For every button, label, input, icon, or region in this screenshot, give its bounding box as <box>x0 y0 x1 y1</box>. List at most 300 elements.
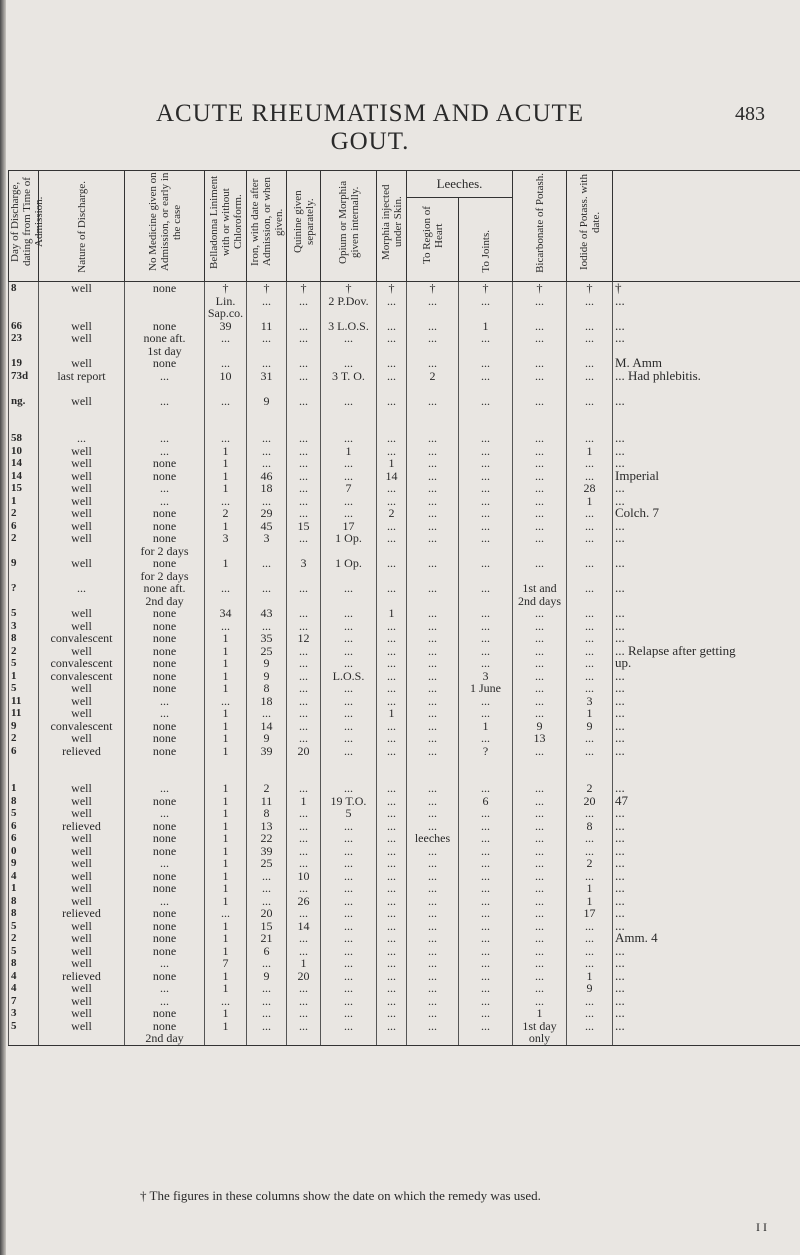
cell-iodide: ... <box>567 295 613 308</box>
cell-opium: ... <box>321 607 377 620</box>
table-row <box>9 1007 800 1020</box>
cell-iron: 8 <box>247 682 287 695</box>
cell-bicarbonate: ... <box>513 920 567 933</box>
cell-remarks: ... <box>613 620 800 633</box>
cell-opium: ... <box>321 857 377 870</box>
cell-heart: ... <box>407 495 459 508</box>
cell-medicine: none <box>125 645 205 658</box>
cell-medicine: ... <box>125 995 205 1008</box>
cell-morphia: ... <box>377 920 407 933</box>
cell-day: 3 <box>9 620 39 633</box>
column-header-leeches: Leeches. <box>407 171 513 198</box>
cell-bicarbonate: ... <box>513 982 567 995</box>
cell-morphia: ... <box>377 332 407 345</box>
cell-joints: ? <box>459 745 513 758</box>
cell-nature <box>39 295 125 308</box>
cell-belladonna: 1 <box>205 457 247 470</box>
cell-medicine: ... <box>125 807 205 820</box>
cell-iodide: 1 <box>567 882 613 895</box>
cell-nature: well <box>39 857 125 870</box>
cell-quinine <box>287 407 321 420</box>
cell-opium: ... <box>321 920 377 933</box>
cell-iodide: 2 <box>567 782 613 795</box>
cell-joints <box>459 1032 513 1045</box>
cell-opium: ... <box>321 945 377 958</box>
cell-bicarbonate: 1st day <box>513 1020 567 1033</box>
cell-joints: ... <box>459 820 513 833</box>
cell-quinine: ... <box>287 332 321 345</box>
cell-iron: 6 <box>247 945 287 958</box>
cell-opium <box>321 382 377 395</box>
cell-opium: ... <box>321 995 377 1008</box>
cell-quinine: ... <box>287 782 321 795</box>
table-row <box>9 620 800 633</box>
cell-medicine: none <box>125 870 205 883</box>
cell-opium: ... <box>321 1007 377 1020</box>
cell-day: 2 <box>9 532 39 545</box>
cell-medicine: none <box>125 932 205 945</box>
cell-iodide: 3 <box>567 695 613 708</box>
cell-heart: ... <box>407 482 459 495</box>
cell-morphia: ... <box>377 532 407 545</box>
cell-remarks: ... <box>613 995 800 1008</box>
cell-bicarbonate: ... <box>513 870 567 883</box>
cell-heart <box>407 757 459 770</box>
cell-medicine: none <box>125 520 205 533</box>
cell-bicarbonate: 9 <box>513 720 567 733</box>
cell-medicine: ... <box>125 695 205 708</box>
cell-bicarbonate: ... <box>513 745 567 758</box>
cell-morphia: ... <box>377 357 407 370</box>
cell-opium: ... <box>321 645 377 658</box>
cell-iodide: 1 <box>567 707 613 720</box>
cell-joints: ... <box>459 957 513 970</box>
cell-bicarbonate: ... <box>513 682 567 695</box>
cell-morphia: ... <box>377 795 407 808</box>
cell-iron: ... <box>247 445 287 458</box>
cell-quinine: ... <box>287 1020 321 1033</box>
cell-nature: well <box>39 995 125 1008</box>
cell-iodide: ... <box>567 620 613 633</box>
cell-day: 5 <box>9 657 39 670</box>
cell-belladonna: Lin. <box>205 295 247 308</box>
cell-remarks: ... <box>613 582 800 595</box>
cell-morphia: ... <box>377 645 407 658</box>
cell-belladonna: ... <box>205 495 247 508</box>
cell-quinine: ... <box>287 495 321 508</box>
cell-belladonna: 1 <box>205 882 247 895</box>
cell-medicine: none <box>125 320 205 333</box>
cell-nature: well <box>39 1007 125 1020</box>
cell-remarks: ... <box>613 832 800 845</box>
cell-opium: 7 <box>321 482 377 495</box>
cell-remarks <box>613 757 800 770</box>
cell-bicarbonate: † <box>513 282 567 295</box>
cell-opium: ... <box>321 507 377 520</box>
cell-day: 1 <box>9 882 39 895</box>
cell-iron: 9 <box>247 395 287 408</box>
cell-day: 10 <box>9 445 39 458</box>
cell-iodide: ... <box>567 995 613 1008</box>
cell-heart: ... <box>407 982 459 995</box>
cell-joints: ... <box>459 395 513 408</box>
table-row <box>9 1020 800 1033</box>
cell-iron: 14 <box>247 720 287 733</box>
cell-iron: 22 <box>247 832 287 845</box>
cell-morphia: ... <box>377 782 407 795</box>
cell-iodide: ... <box>567 457 613 470</box>
table-row <box>9 557 800 570</box>
cell-belladonna: 1 <box>205 970 247 983</box>
cell-day: 11 <box>9 695 39 708</box>
cell-quinine: ... <box>287 857 321 870</box>
cell-nature: well <box>39 470 125 483</box>
cell-iodide: ... <box>567 520 613 533</box>
cell-iodide: ... <box>567 320 613 333</box>
cell-belladonna: 1 <box>205 520 247 533</box>
cell-belladonna: ... <box>205 995 247 1008</box>
cell-iodide <box>567 407 613 420</box>
cell-iodide: 1 <box>567 495 613 508</box>
cell-morphia: ... <box>377 807 407 820</box>
cell-opium: ... <box>321 870 377 883</box>
cell-opium: ... <box>321 470 377 483</box>
cell-remarks: ... <box>613 482 800 495</box>
cell-bicarbonate: ... <box>513 945 567 958</box>
cell-medicine: none <box>125 620 205 633</box>
cell-medicine: ... <box>125 370 205 383</box>
table-row <box>9 657 800 670</box>
cell-iron: 9 <box>247 970 287 983</box>
cell-remarks: Amm. 4 <box>613 932 800 945</box>
cell-joints: ... <box>459 645 513 658</box>
table-row <box>9 332 800 345</box>
cell-medicine: none <box>125 532 205 545</box>
cell-iron: ... <box>247 707 287 720</box>
cell-day: 2 <box>9 932 39 945</box>
cell-bicarbonate: ... <box>513 445 567 458</box>
cell-medicine: 1st day <box>125 345 205 358</box>
cell-heart: ... <box>407 932 459 945</box>
cell-nature: well <box>39 795 125 808</box>
cell-joints: ... <box>459 782 513 795</box>
cell-iodide: ... <box>567 357 613 370</box>
cell-day: 8 <box>9 795 39 808</box>
cell-iron: ... <box>247 982 287 995</box>
cell-heart: ... <box>407 432 459 445</box>
cell-bicarbonate: ... <box>513 845 567 858</box>
cell-nature <box>39 382 125 395</box>
cell-day: 9 <box>9 720 39 733</box>
cell-remarks <box>613 545 800 558</box>
cell-quinine <box>287 1032 321 1045</box>
cell-nature: convalescent <box>39 657 125 670</box>
cell-iodide: ... <box>567 832 613 845</box>
cell-medicine: none <box>125 457 205 470</box>
table-row <box>9 832 800 845</box>
cell-nature: relieved <box>39 820 125 833</box>
cell-remarks: ... <box>613 495 800 508</box>
cell-quinine: 12 <box>287 632 321 645</box>
cell-heart: ... <box>407 820 459 833</box>
cell-heart: ... <box>407 670 459 683</box>
cell-quinine: ... <box>287 907 321 920</box>
cell-iodide: ... <box>567 370 613 383</box>
cell-joints: ... <box>459 332 513 345</box>
cell-nature: relieved <box>39 745 125 758</box>
cell-bicarbonate: ... <box>513 332 567 345</box>
cell-day: 14 <box>9 470 39 483</box>
cell-joints <box>459 382 513 395</box>
cell-belladonna: 39 <box>205 320 247 333</box>
table-row <box>9 995 800 1008</box>
cell-morphia: ... <box>377 882 407 895</box>
cell-morphia: ... <box>377 732 407 745</box>
cell-quinine: ... <box>287 482 321 495</box>
cell-belladonna: 1 <box>205 1020 247 1033</box>
cell-remarks: ... <box>613 895 800 908</box>
cell-heart: ... <box>407 657 459 670</box>
table-row <box>9 782 800 795</box>
cell-belladonna: ... <box>205 332 247 345</box>
cell-remarks: ... <box>613 907 800 920</box>
cell-heart: ... <box>407 845 459 858</box>
cell-morphia: ... <box>377 995 407 1008</box>
cell-opium: ... <box>321 620 377 633</box>
cell-heart: ... <box>407 632 459 645</box>
column-header-iron: Iron, with date after Admission, or when given. <box>247 171 287 282</box>
cell-heart: ... <box>407 395 459 408</box>
cell-remarks <box>613 420 800 433</box>
cell-heart: ... <box>407 707 459 720</box>
cell-heart: ... <box>407 995 459 1008</box>
cell-morphia: ... <box>377 395 407 408</box>
cell-heart: ... <box>407 582 459 595</box>
cell-iron: ... <box>247 357 287 370</box>
cell-joints: ... <box>459 920 513 933</box>
cell-belladonna: ... <box>205 907 247 920</box>
cell-remarks: ... <box>613 920 800 933</box>
cell-day <box>9 295 39 308</box>
cell-iron <box>247 407 287 420</box>
cell-opium: ... <box>321 970 377 983</box>
cell-medicine: ... <box>125 895 205 908</box>
cell-opium: ... <box>321 782 377 795</box>
cell-day: 2 <box>9 507 39 520</box>
cell-medicine: none <box>125 920 205 933</box>
cell-remarks: † <box>613 282 800 295</box>
cell-heart: ... <box>407 695 459 708</box>
cell-morphia: ... <box>377 970 407 983</box>
cell-day: 9 <box>9 557 39 570</box>
cell-heart: ... <box>407 895 459 908</box>
cell-belladonna: 1 <box>205 557 247 570</box>
cell-remarks: ... <box>613 557 800 570</box>
cell-quinine: 20 <box>287 970 321 983</box>
cell-opium: 1 Op. <box>321 557 377 570</box>
cell-iodide: ... <box>567 470 613 483</box>
cell-quinine: ... <box>287 357 321 370</box>
cell-day: 58 <box>9 432 39 445</box>
table-row <box>9 682 800 695</box>
cell-nature: well <box>39 782 125 795</box>
cell-nature: well <box>39 982 125 995</box>
cell-nature: convalescent <box>39 720 125 733</box>
cell-heart: ... <box>407 945 459 958</box>
cell-remarks: ... <box>613 445 800 458</box>
table-row <box>9 445 800 458</box>
cell-remarks: 47 <box>613 795 800 808</box>
table-row <box>9 857 800 870</box>
cell-heart: ... <box>407 920 459 933</box>
cell-opium: 3 T. O. <box>321 370 377 383</box>
table-row <box>9 932 800 945</box>
cell-quinine: 20 <box>287 745 321 758</box>
cell-quinine: ... <box>287 532 321 545</box>
cell-heart: ... <box>407 645 459 658</box>
cell-opium: 3 L.O.S. <box>321 320 377 333</box>
cell-remarks: ... <box>613 395 800 408</box>
cell-medicine <box>125 295 205 308</box>
cell-joints: ... <box>459 982 513 995</box>
cell-medicine: none <box>125 970 205 983</box>
cell-day: ? <box>9 582 39 595</box>
treatment-table <box>8 170 800 1046</box>
cell-bicarbonate: ... <box>513 995 567 1008</box>
cell-iron: 13 <box>247 820 287 833</box>
cell-opium: ... <box>321 907 377 920</box>
cell-joints: ... <box>459 845 513 858</box>
cell-opium: 17 <box>321 520 377 533</box>
cell-belladonna: 1 <box>205 845 247 858</box>
cell-medicine: ... <box>125 857 205 870</box>
cell-morphia: ... <box>377 482 407 495</box>
cell-heart: † <box>407 282 459 295</box>
cell-nature: ... <box>39 582 125 595</box>
cell-nature: well <box>39 845 125 858</box>
cell-bicarbonate: ... <box>513 782 567 795</box>
cell-medicine: none <box>125 657 205 670</box>
cell-opium: ... <box>321 695 377 708</box>
cell-belladonna: 3 <box>205 532 247 545</box>
cell-belladonna: 1 <box>205 445 247 458</box>
cell-bicarbonate: ... <box>513 807 567 820</box>
table-row <box>9 395 800 408</box>
cell-iron: ... <box>247 557 287 570</box>
cell-joints: ... <box>459 895 513 908</box>
cell-iodide: 9 <box>567 720 613 733</box>
cell-morphia: 14 <box>377 470 407 483</box>
cell-quinine: ... <box>287 845 321 858</box>
cell-bicarbonate <box>513 307 567 320</box>
cell-bicarbonate: ... <box>513 557 567 570</box>
cell-joints: ... <box>459 870 513 883</box>
cell-morphia: ... <box>377 582 407 595</box>
cell-remarks: ... <box>613 807 800 820</box>
cell-day: 3 <box>9 1007 39 1020</box>
cell-quinine: ... <box>287 607 321 620</box>
cell-nature: well <box>39 695 125 708</box>
cell-belladonna: 1 <box>205 1007 247 1020</box>
cell-day: 1 <box>9 670 39 683</box>
cell-bicarbonate: ... <box>513 482 567 495</box>
cell-day: 4 <box>9 870 39 883</box>
cell-opium: ... <box>321 1020 377 1033</box>
cell-bicarbonate: ... <box>513 795 567 808</box>
cell-joints: 1 <box>459 320 513 333</box>
cell-opium: ... <box>321 632 377 645</box>
cell-iron: ... <box>247 995 287 1008</box>
cell-day: 8 <box>9 957 39 970</box>
cell-nature: well <box>39 332 125 345</box>
column-header-quinine: Quinine given separately. <box>287 171 321 282</box>
table-body <box>9 282 800 1046</box>
cell-medicine: ... <box>125 957 205 970</box>
cell-nature: relieved <box>39 970 125 983</box>
cell-morphia: ... <box>377 945 407 958</box>
cell-joints <box>459 407 513 420</box>
cell-bicarbonate <box>513 382 567 395</box>
records-table-wrapper <box>8 170 800 1183</box>
cell-joints: ... <box>459 907 513 920</box>
cell-remarks: ... <box>613 632 800 645</box>
cell-bicarbonate: ... <box>513 907 567 920</box>
cell-nature: well <box>39 920 125 933</box>
cell-joints: ... <box>459 582 513 595</box>
cell-heart: ... <box>407 745 459 758</box>
cell-iron: † <box>247 282 287 295</box>
cell-iodide: 1 <box>567 895 613 908</box>
cell-morphia: 1 <box>377 707 407 720</box>
cell-day: 4 <box>9 982 39 995</box>
cell-iodide: 9 <box>567 982 613 995</box>
cell-quinine: ... <box>287 1007 321 1020</box>
cell-iron: 8 <box>247 807 287 820</box>
table-row <box>9 670 800 683</box>
cell-heart: ... <box>407 532 459 545</box>
cell-day: 1 <box>9 495 39 508</box>
cell-belladonna: 10 <box>205 370 247 383</box>
cell-quinine: ... <box>287 657 321 670</box>
cell-iodide <box>567 757 613 770</box>
cell-medicine: ... <box>125 445 205 458</box>
cell-joints: 1 June <box>459 682 513 695</box>
cell-day: 2 <box>9 732 39 745</box>
cell-day: 66 <box>9 320 39 333</box>
cell-opium: ... <box>321 332 377 345</box>
cell-iodide: 20 <box>567 795 613 808</box>
table-row <box>9 745 800 758</box>
table-row <box>9 770 800 783</box>
cell-belladonna: 1 <box>205 932 247 945</box>
cell-belladonna: 1 <box>205 682 247 695</box>
cell-morphia: ... <box>377 620 407 633</box>
cell-joints <box>459 757 513 770</box>
cell-bicarbonate: ... <box>513 857 567 870</box>
cell-day: 5 <box>9 945 39 958</box>
cell-quinine: ... <box>287 707 321 720</box>
table-row <box>9 607 800 620</box>
cell-nature: well <box>39 807 125 820</box>
cell-bicarbonate: ... <box>513 820 567 833</box>
cell-opium: L.O.S. <box>321 670 377 683</box>
cell-opium: ... <box>321 895 377 908</box>
cell-belladonna: ... <box>205 395 247 408</box>
cell-medicine: 2nd day <box>125 1032 205 1045</box>
cell-iron: 43 <box>247 607 287 620</box>
cell-iodide: ... <box>567 945 613 958</box>
cell-iodide: 1 <box>567 445 613 458</box>
